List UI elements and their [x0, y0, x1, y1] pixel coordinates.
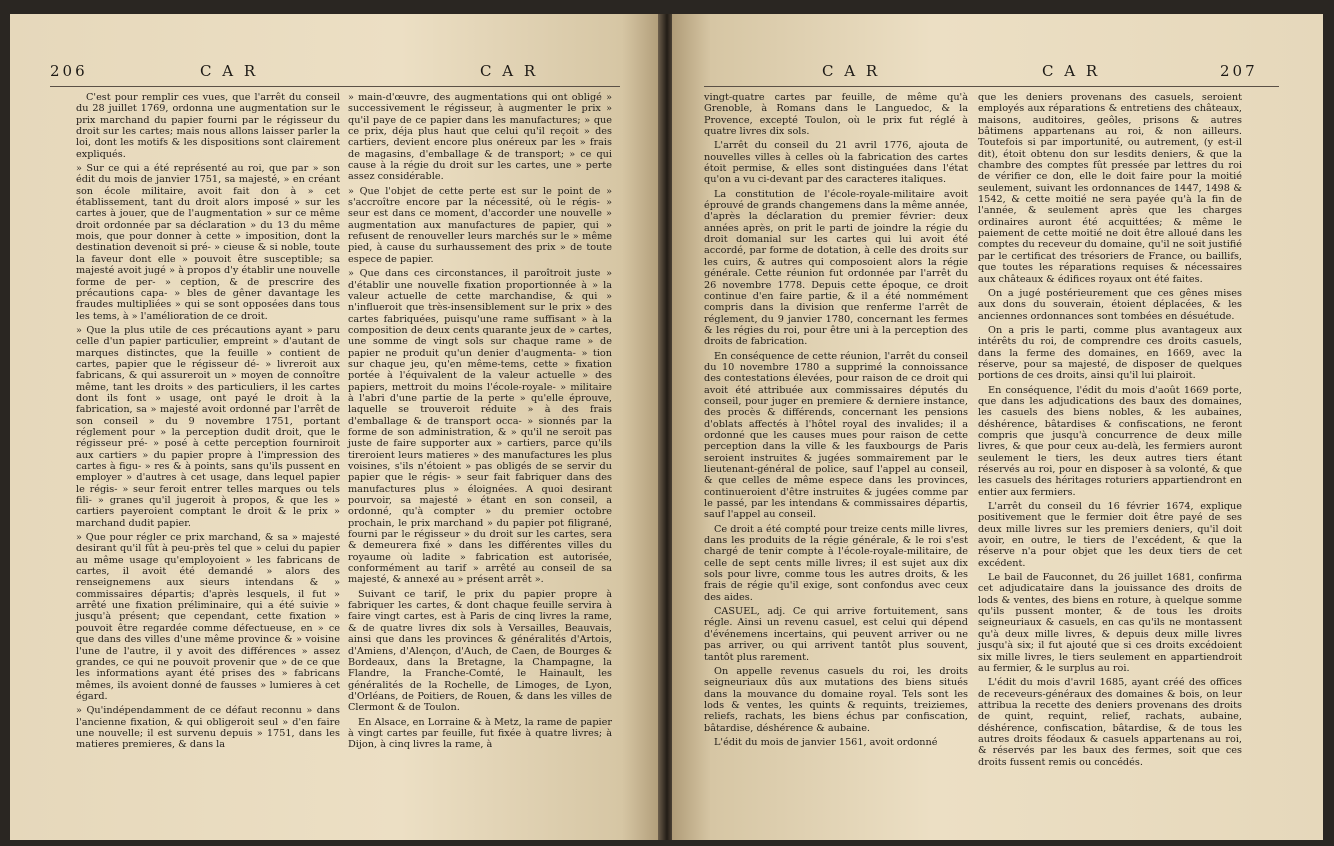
paragraph: L'édit du mois d'avril 1685, ayant créé des offices de receveurs-généraux des domaines & bois, on leur attribua la recette des deniers provenans des droits de quint, requint, relief, rachats, aubaine, déshérence, confiscation, bâtardise, & de tous les autres droits féodaux & casuels appartenans au roi, & réservés par les baux des fermes, soit que ces droits fussent remis ou concédés.	[978, 677, 1242, 768]
left-page	[10, 14, 661, 840]
paragraph: La constitution de l'école-royale-militaire avoit éprouvé de grands changemens dans la même année, d'après la déclaration du premier février: deux années après, on prit le parti de joindre la régie du droit domanial sur les cartes qui lui avoit été accordé, par forme de dotation, à celle des droits sur les cuirs, & autres qui composoient alors la régie générale. Cette réunion fut ordonnée par l'arrêt du 26 novembre 1778. Depuis cette époque, ce droit continue d'en faire partie, & il a été nommément compris dans la division que renferme l'arrêt de réglement, du 9 janvier 1780, concernant les fermes & les régies du roi, pour être uni à la perception des droits de fabrication.	[704, 188, 968, 348]
paragraph: Ce droit a été compté pour treize cents mille livres, dans les produits de la régie générale, & le roi s'est chargé de tenir compte à l'école-royale-militaire, de celle de sept cents mille livres; il est sujet aux dix sols pour livre, comme tous les autres droits, & les frais de régie qu'il exige, sont confondus avec ceux des aides.	[704, 523, 968, 603]
paragraph: » Que dans ces circonstances, il paroîtroit juste » d'établir une nouvelle fixation proportionnée à » la valeur actuelle de cette marchandise, & qui » n'influeroit que très-insensiblement sur le prix » des cartes fabriquées, puisqu'une rame suffisant » à la composition de deux cents quarante jeux de » cartes, une somme de vingt sols sur chaque rame » de papier ne produit qu'un denier d'augmenta- » tion sur chaque jeu, qu'en même-tems, cette » fixation portée à l'équivalent de la valeur actuelle » des papiers, mettroit du moins l'école-royale- » militaire à l'abri d'une partie de la perte » qu'elle éprouve, laquelle se trouveroit réduite » à des frais d'emballage & de transport occa- » sionnés par la forme de son administration, & » qu'il ne seroit pas juste de faire supporter aux » cartiers, parce qu'ils tireroient leurs matieres » des manufactures les plus voisines, s'ils n'étoient » pas obligés de se servir du papier que le régis- » seur fait fabriquer dans des manufactures plus » éloignées. A quoi desirant pourvoir, sa majesté » étant en son conseil, a ordonné, qu'à compter » du premier octobre prochain, le prix marchand » du papier pot filigrané, fourni par le régisseur » du droit sur les cartes, sera & demeurera fixé » dans les différentes villes du royaume où ladite » fabrication est autorisée, conformément au tarif » arrêté au conseil de sa majesté, & annexé au » présent arrêt ».	[348, 268, 612, 586]
left-column-1	[76, 92, 340, 754]
paragraph: On a jugé postérieurement que ces gênes mises aux dons du souverain, étoient déplacées, & les anciennes ordonnances sont tombées en désuétude.	[978, 287, 1242, 322]
page-number-left: 206	[50, 62, 88, 80]
paragraph: » Que l'objet de cette perte est sur le point de » s'accroître encore par la nécessité, où le régis- » seur est dans ce moment, d'accorder une nouvelle » augmentation aux manufactures de papier, qui » refusent de renouveller leurs marchés sur le » même pied, à cause du surhaussement des prix » de toute espece de papier.	[348, 185, 612, 265]
book-spread	[10, 14, 1324, 840]
paragraph: L'arrêt du conseil du 16 février 1674, explique positivement que le fermier doit être payé de ses deux mille livres sur les premiers deniers, qu'il doit avoir, en outre, le tiers de l'excédent, & que la réserve n'a pour objet que les deux tiers de cet excédent.	[978, 501, 1242, 569]
paragraph: » Sur ce qui a été représenté au roi, que par » son édit du mois de janvier 1751, sa majesté, » en créant son école militaire, avoit fait don à » cet établissement, tant du droit alors imposé » sur les cartes à jouer, que de l'augmentation » sur ce même droit ordonnée par sa déclaration » du 13 du même mois, que pour donner à cette » imposition, dont la destination devenoit si pré- » cieuse & si noble, toute la faveur dont elle » pouvoit être susceptible; sa majesté avoit jugé » à propos d'y établir une nouvelle forme de per- » ception, & de prescrire des précautions capa- » bles de gêner davantage les fraudes multipliées » qui se sont opposées dans tous les tems, à » l'amélioration de ce droit.	[76, 163, 340, 322]
paragraph: En conséquence de cette réunion, l'arrêt du conseil du 10 novembre 1780 a supprimé la connoissance des contestations élevées, pour raison de ce droit qui avoit été attribuée aux commissaires députés du conseil, pour juger en premiere & derniere instance, des procès & différends, concernant les pensions d'oblats affectés à l'hôtel royal des invalides; il a ordonné que les causes mues pour raison de cette perception dans la ville & les fauxbourgs de Paris seroient instruites & jugées sommairement par le lieutenant-général de police, sauf l'appel au conseil, & que celles de même espece dans les provinces, continueroient d'être instruites & jugées comme par le passé, par les intendans & commissaires départis, sauf l'appel au conseil.	[704, 350, 968, 521]
header-rule-right	[704, 86, 1279, 87]
running-head-right-col1: C A R	[822, 62, 881, 80]
paragraph: En Alsace, en Lorraine & à Metz, la rame de papier à vingt cartes par feuille, fut fixée à quatre livres; à Dijon, à cinq livres la rame, à	[348, 716, 612, 751]
running-head-right-col2: C A R	[1042, 62, 1101, 80]
paragraph: » Que la plus utile de ces précautions ayant » paru celle d'un papier particulier, empreint » d'autant de marques distinctes, que la feuille » contient de cartes, papier que le régisseur dé- » livreroit aux fabricans, & qui assureroit un » moyen de connoître même, tant les droits » des particuliers, il les cartes dont ils font » usage, ont payé le droit à la fabrication, sa » majesté avoit ordonné par l'arrêt de son conseil » du 9 novembre 1751, portant réglement pour » la perception dudit droit, que le régisseur pré- » posé à cette perception fourniroit aux cartiers » du papier propre à l'impression des cartes à figu- » res & à points, sans qu'ils pussent en employer » d'autres à cet usage, dans lequel papier le régis- » seur feroit entrer telles marques ou tels fili- » granes qu'il jugeroit à propos, & que les » cartiers payeroient comptant le droit & le prix » marchand dudit papier.	[76, 324, 340, 529]
left-column-2	[348, 92, 612, 754]
paragraph: En conséquence, l'édit du mois d'août 1669 porte, que dans les adjudications des baux des domaines, les casuels des biens nobles, & les aubaines, déshérence, bâtardises & confiscations, ne feront compris que jusqu'à concurrence de deux mille livres, & que pour ceux au-delà, les fermiers auront seulement le tiers, les deux autres tiers étant réservés au roi, pour en disposer à sa volonté, & que les casuels des héritages roturiers appartiendront en entier aux fermiers.	[978, 384, 1242, 498]
paragraph: » Que pour régler ce prix marchand, & sa » majesté desirant qu'il fût à peu-près tel que » celui du papier au même usage qu'employoient » les fabricans de cartes, il avoit été demandé » alors des renseignemens aux sieurs intendans & » commissaires départis; d'après lesquels, il fut » arrêté une fixation préliminaire, qui a été suivie » jusqu'à présent; que cependant, cette fixation » pouvoit être regardée comme défectueuse, en » ce que dans des villes d'une même province & » voisine l'une de l'autre, il y avoit des différences » assez grandes, ce qui ne pouvoit provenir que » de ce que les informations ayant été prises des » fabricans mêmes, ils avoient donné de fausses » lumieres à cet égard.	[76, 532, 340, 702]
paragraph: L'édit du mois de janvier 1561, avoit ordonné	[714, 736, 938, 748]
page-number-right: 207	[1220, 62, 1258, 80]
entry-casuel: CASUEL, adj. Ce qui arrive fortuitement, sans régle. Ainsi un revenu casuel, est celui qui dépend d'événemens incertains, qui peuvent arriver ou ne pas arriver, ou qui arrivent tantôt plus souvent, tantôt plus rarement.	[704, 606, 968, 663]
paragraph: Le bail de Fauconnet, du 26 juillet 1681, confirma cet adjudicataire dans la jouissance des droits de lods & ventes, des biens en roture, à quelque somme qu'ils pussent monter, & de tous les droits seigneuriaux & casuels, en cas qu'ils ne montassent qu'à deux mille livres, & depuis deux mille livres jusqu'à six; il fut ajouté que si ces droits excédoient six mille livres, le tiers seulement en appartiendroit au fermier, & le surplus au roi.	[978, 572, 1242, 674]
right-column-1	[704, 92, 968, 751]
paragraph: Suivant ce tarif, le prix du papier propre à fabriquer les cartes, & dont chaque feuille servira à faire vingt cartes, est à Paris de cinq livres la rame, & de quatre livres dix sols à Versailles, Beauvais, ainsi que dans les provinces & généralités d'Artois, d'Amiens, d'Alençon, d'Auch, de Caen, de Bourges & Bordeaux, dans la Bretagne, la Champagne, la Flandre, la Franche-Comté, le Hainault, les généralités de la Rochelle, de Limoges, de Lyon, d'Orléans, de Poitiers, de Rouen, & dans les villes de Clermont & de Toulon.	[348, 588, 612, 714]
paragraph: vingt-quatre cartes par feuille, de même qu'à Grenoble, à Romans dans le Languedoc, & la Provence, excepté Toulon, où le prix fut réglé à quatre livres dix sols.	[704, 92, 968, 138]
paragraph: On appelle revenus casuels du roi, les droits seigneuriaux dûs aux mutations des biens situés dans la mouvance du domaine royal. Tels sont les lods & ventes, les quints & requints, treiziemes, reliefs, rachats, les biens échus par confiscation, bâtardise, déshérence & aubaine.	[704, 665, 968, 734]
header-rule-left	[50, 86, 620, 87]
paragraph: L'arrêt du conseil du 21 avril 1776, ajouta de nouvelles villes à celles où la fabrication des cartes étoit permise, & elles sont distinguées dans l'état qu'on a vu ci-devant par des caracteres italiques.	[704, 140, 968, 186]
paragraph: que les deniers provenans des casuels, seroient employés aux réparations & entretiens des châteaux, maisons, auditoires, geôles, prisons & autres bâtimens appartenans au roi, & non ailleurs. Toutefois si par importunité, ou autrement, (y est-il dit), étoit obtenu don sur lesdits deniers, & que la chambre des comptes fût pressée par lettres du roi de vérifier ce don, elle le doit faire pour la moitié seulement, suivant les ordonnances de 1447, 1498 & 1542, & cette moitié ne sera payée qu'à la fin de l'année, & seulement après que les charges ordinaires auront été acquittées; & même le paiement de cette moitié ne doit être alloué dans les comptes du receveur du domaine, qu'il ne soit justifié par le certificat des trésoriers de France, ou baillifs, que toutes les réparations requises & nécessaires aux châteaux & édifices royaux ont été faites.	[978, 92, 1242, 285]
paragraph: » Qu'indépendamment de ce défaut reconnu » dans l'ancienne fixation, & qui obligeroit seul » d'en faire une nouvelle; il est survenu depuis » 1751, dans les matieres premieres, & dans la	[76, 705, 340, 751]
paragraph: » main-d'œuvre, des augmentations qui ont obligé » successivement le régisseur, à augmenter le prix » qu'il paye de ce papier dans les manufactures; » que ce prix, déja plus haut que celui qu'il reçoit » des cartiers, devient encore plus onéreux par les » frais de magasins, d'emballage & de transport; » ce qui cause à la régie du droit sur les cartes, une » perte assez considérable.	[348, 92, 612, 183]
paragraph: C'est pour remplir ces vues, que l'arrêt du conseil du 28 juillet 1769, ordonna une augmentation sur le prix marchand du papier fourni par le régisseur du droit sur les cartes; mais nous allons laisser parler la loi, dont les motifs & les dispositions sont clairement expliqués.	[76, 92, 340, 160]
paragraph: On a pris le parti, comme plus avantageux aux intérêts du roi, de comprendre ces droits casuels, dans la ferme des domaines, en 1669, avec la réserve, pour sa majesté, de disposer de quelques portions de ces droits, ainsi qu'il lui plairoit.	[978, 324, 1242, 382]
running-head-left-col1: C A R	[200, 62, 259, 80]
right-column-2	[978, 92, 1242, 771]
right-page	[672, 14, 1323, 840]
running-head-left-col2: C A R	[480, 62, 539, 80]
